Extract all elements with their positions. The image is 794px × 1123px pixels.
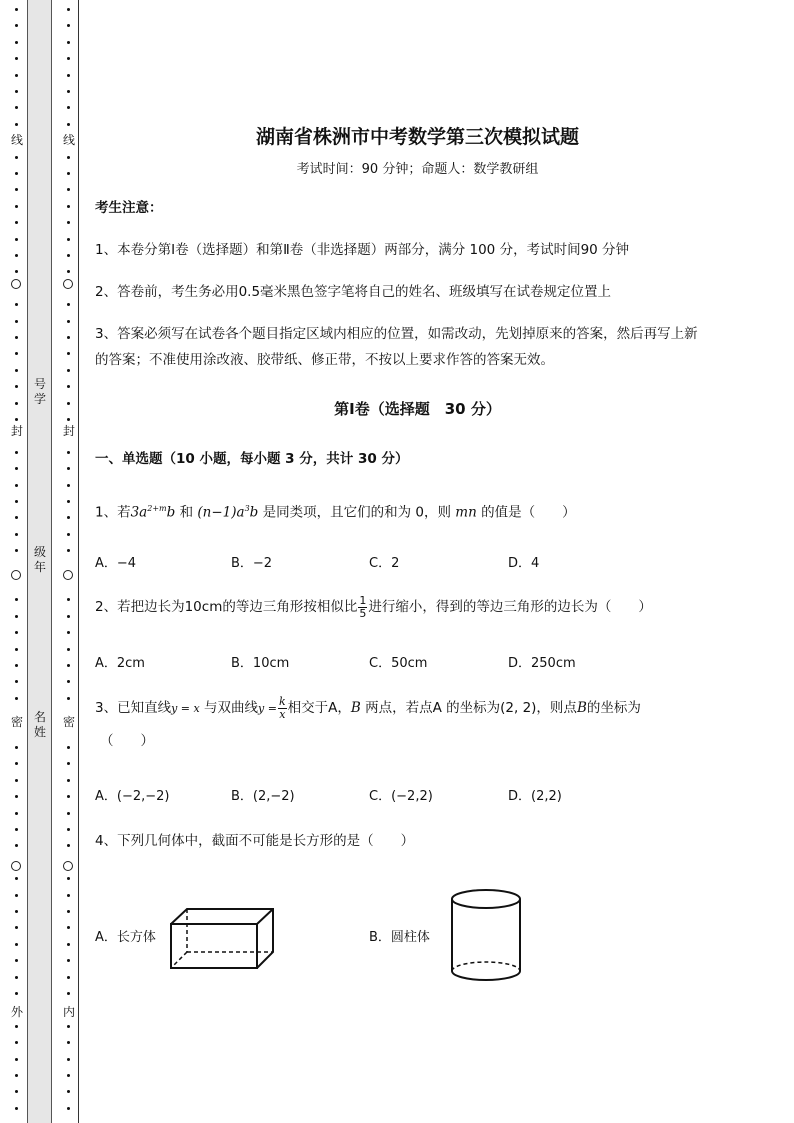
margin-char-right-3: 密	[62, 715, 75, 729]
margin-dot	[15, 926, 18, 929]
q2-text: 2、若把边长为10cm的等边三角形按相似比	[95, 599, 358, 615]
margin-char-right-4: 内	[62, 1005, 75, 1019]
margin-dot	[67, 418, 70, 421]
q2-option-b: B．10cm	[231, 656, 290, 671]
margin-dot	[67, 894, 70, 897]
q3-line-equation: y = x	[171, 702, 200, 715]
margin-circle	[11, 279, 21, 289]
margin-dot	[67, 697, 70, 700]
q2-text-end: 进行缩小，得到的等边三角形的边长为（ ）	[368, 599, 652, 615]
margin-dot	[15, 352, 18, 355]
margin-dot	[15, 516, 18, 519]
q3-option-a: A．(−2,−2)	[95, 789, 170, 804]
q1-expr-2: (n−1)a	[197, 504, 245, 521]
q1-expr-1-b: b	[166, 504, 176, 521]
q3-text-post: 相交于A，	[287, 700, 351, 716]
q2-fraction-numerator: 1	[359, 593, 367, 607]
notice-item-2: 2、答卷前，考生务必用0.5毫米黑色签字笔将自己的姓名、班级填写在试卷规定位置上	[95, 284, 612, 300]
margin-dot	[67, 1058, 70, 1061]
q3-point-b: B	[350, 700, 361, 716]
margin-dot	[67, 156, 70, 159]
q3-text-end: 的坐标为	[586, 700, 641, 716]
margin-dot	[67, 533, 70, 536]
margin-dot	[67, 1025, 70, 1028]
margin-dot	[15, 615, 18, 618]
q4-option-b: B．圆柱体	[369, 930, 430, 945]
margin-dot	[67, 57, 70, 60]
margin-dot	[15, 106, 18, 109]
question-3	[95, 695, 641, 722]
margin-dot	[67, 106, 70, 109]
q1-expr-2-exp: 3	[244, 504, 250, 513]
margin-dot	[67, 270, 70, 273]
margin-circle	[63, 861, 73, 871]
margin-circle	[63, 279, 73, 289]
margin-dot	[15, 24, 18, 27]
q1-text-and: 和	[175, 504, 198, 521]
margin-char-left-2: 封	[10, 424, 23, 438]
margin-dot	[67, 221, 70, 224]
margin-dot	[15, 943, 18, 946]
right-dotted-line	[65, 0, 73, 1123]
notice-item-1: 1、本卷分第Ⅰ卷（选择题）和第Ⅱ卷（非选择题）两部分，满分 100 分，考试时间90 分钟	[95, 242, 630, 258]
margin-dot	[67, 369, 70, 372]
margin-dot	[15, 959, 18, 962]
margin-dot	[15, 320, 18, 323]
margin-dot	[15, 746, 18, 749]
margin-dot	[67, 254, 70, 257]
margin-char-right-1: 线	[62, 133, 75, 147]
margin-dot	[67, 615, 70, 618]
margin-dot	[15, 156, 18, 159]
q3-option-c: C．(−2,2)	[369, 789, 433, 804]
margin-dot	[67, 746, 70, 749]
margin-dot	[67, 336, 70, 339]
margin-dot	[15, 221, 18, 224]
margin-dot	[15, 41, 18, 44]
margin-dot	[15, 533, 18, 536]
part-heading: 一、单选题（10 小题，每小题 3 分，共计 30 分）	[95, 451, 409, 467]
q1-option-b: B．−2	[231, 556, 273, 571]
margin-dot	[67, 664, 70, 667]
margin-dot	[67, 123, 70, 126]
q1-var: mn	[455, 504, 477, 521]
margin-dot	[67, 680, 70, 683]
margin-dot	[15, 877, 18, 880]
margin-dot	[67, 1107, 70, 1110]
margin-dot	[15, 1025, 18, 1028]
margin-dot	[15, 1041, 18, 1044]
margin-dot	[67, 500, 70, 503]
q1-expr-1: 3a	[130, 504, 148, 521]
margin-dot	[15, 812, 18, 815]
margin-dot	[15, 795, 18, 798]
cylinder-figure	[445, 885, 527, 985]
field-label-name: 名姓	[33, 710, 46, 739]
question-4: 4、下列几何体中，截面不可能是长方形的是（ ）	[95, 833, 415, 849]
margin-dot	[15, 894, 18, 897]
margin-dot	[67, 943, 70, 946]
margin-dot	[15, 467, 18, 470]
q1-expr-2-b: b	[249, 504, 259, 521]
margin-dot	[15, 57, 18, 60]
margin-dot	[67, 238, 70, 241]
margin-dot	[67, 484, 70, 487]
q2-option-a: A．2cm	[95, 656, 145, 671]
margin-dot	[67, 516, 70, 519]
margin-dot	[67, 74, 70, 77]
q2-option-d: D．250cm	[508, 656, 576, 671]
margin-dot	[67, 828, 70, 831]
exam-subtitle: 考试时间：90 分钟；命题人：数学教研组	[296, 162, 539, 177]
left-dotted-line	[13, 0, 21, 1123]
margin-dot	[15, 418, 18, 421]
margin-dot	[67, 1074, 70, 1077]
margin-dot	[15, 828, 18, 831]
margin-dot	[15, 402, 18, 405]
margin-dot	[67, 385, 70, 388]
margin-dot	[67, 402, 70, 405]
margin-dot	[15, 779, 18, 782]
q1-text-post: 是同类项，且它们的和为 0，则	[258, 504, 456, 521]
q2-fraction-denominator: 5	[359, 606, 367, 620]
margin-dot	[67, 41, 70, 44]
field-label-number: 号学	[33, 377, 46, 406]
margin-dot	[15, 910, 18, 913]
margin-dot	[67, 1090, 70, 1093]
margin-dot	[67, 631, 70, 634]
cuboid-figure	[165, 900, 277, 975]
q1-option-c: C．2	[369, 556, 400, 571]
q4-option-a: A．长方体	[95, 930, 156, 945]
margin-dot	[67, 205, 70, 208]
margin-dot	[15, 270, 18, 273]
margin-dot	[67, 188, 70, 191]
margin-dot	[15, 172, 18, 175]
margin-dot	[67, 90, 70, 93]
margin-dot	[67, 24, 70, 27]
q3-answer-paren: （ ）	[100, 733, 154, 749]
margin-dot	[67, 303, 70, 306]
margin-dot	[15, 664, 18, 667]
margin-dot	[15, 762, 18, 765]
q3-fraction	[278, 696, 287, 721]
question-2	[95, 594, 652, 621]
margin-dot	[15, 254, 18, 257]
margin-dot	[15, 90, 18, 93]
q1-expr-1-exp: 2+m	[147, 504, 167, 513]
q3-point-b-2: B	[576, 700, 587, 716]
q1-text-end: 的值是（ ）	[476, 504, 576, 521]
margin-dot	[15, 1090, 18, 1093]
q3-text: 3、已知直线	[95, 700, 172, 716]
margin-dot	[67, 8, 70, 11]
margin-dot	[67, 172, 70, 175]
q2-option-c: C．50cm	[369, 656, 428, 671]
margin-dot	[67, 992, 70, 995]
margin-dot	[15, 631, 18, 634]
binding-margin-line	[78, 0, 79, 1123]
margin-dot	[67, 959, 70, 962]
margin-dot	[15, 238, 18, 241]
margin-char-left-1: 线	[10, 133, 23, 147]
margin-dot	[67, 648, 70, 651]
q3-text-post2: 两点，若点A 的坐标为(2, 2)，则点	[360, 700, 577, 716]
margin-circle	[11, 861, 21, 871]
margin-dot	[15, 385, 18, 388]
margin-char-right-2: 封	[62, 424, 75, 438]
margin-dot	[15, 697, 18, 700]
margin-dot	[15, 992, 18, 995]
margin-dot	[67, 844, 70, 847]
margin-dot	[67, 451, 70, 454]
margin-dot	[15, 303, 18, 306]
margin-dot	[67, 877, 70, 880]
margin-dot	[15, 336, 18, 339]
q1-option-d: D．4	[508, 556, 540, 571]
margin-dot	[67, 795, 70, 798]
margin-dot	[67, 598, 70, 601]
q3-option-d: D．(2,2)	[508, 789, 562, 804]
margin-circle	[63, 570, 73, 580]
margin-dot	[15, 1074, 18, 1077]
q1-text: 1、若	[95, 504, 131, 521]
exam-title: 湖南省株洲市中考数学第三次模拟试题	[255, 126, 579, 148]
margin-dot	[15, 844, 18, 847]
margin-dot	[67, 467, 70, 470]
q3-fraction-denominator: x	[279, 707, 286, 721]
margin-char-left-3: 密	[10, 715, 23, 729]
notice-item-3: 3、答案必须写在试卷各个题目指定区域内相应的位置，如需改动，先划掉原来的答案，然后再写上新	[95, 326, 698, 342]
margin-dot	[15, 680, 18, 683]
q3-fraction-numerator: k	[278, 694, 286, 708]
margin-dot	[15, 1107, 18, 1110]
margin-dot	[15, 1058, 18, 1061]
margin-circle	[11, 570, 21, 580]
margin-dot	[15, 74, 18, 77]
margin-dot	[67, 910, 70, 913]
margin-dot	[15, 484, 18, 487]
q2-fraction	[358, 595, 367, 620]
notice-heading: 考生注意：	[95, 200, 163, 216]
margin-char-left-4: 外	[10, 1005, 23, 1019]
margin-dot	[15, 451, 18, 454]
question-1	[95, 495, 576, 527]
margin-dot	[15, 369, 18, 372]
margin-dot	[67, 352, 70, 355]
margin-dot	[15, 188, 18, 191]
margin-dot	[15, 976, 18, 979]
margin-dot	[67, 1041, 70, 1044]
notice-item-3-cont: 的答案；不准使用涂改液、胶带纸、修正带，不按以上要求作答的答案无效。	[95, 352, 554, 368]
margin-dot	[67, 812, 70, 815]
margin-dot	[67, 549, 70, 552]
field-label-class: 级年	[33, 545, 46, 574]
margin-dot	[15, 8, 18, 11]
margin-dot	[67, 762, 70, 765]
margin-dot	[67, 320, 70, 323]
q3-text-mid: 与双曲线	[199, 700, 259, 716]
margin-dot	[67, 976, 70, 979]
margin-dot	[67, 926, 70, 929]
margin-dot	[15, 205, 18, 208]
margin-dot	[15, 549, 18, 552]
margin-dot	[15, 123, 18, 126]
margin-dot	[67, 779, 70, 782]
q3-hyperbola-lhs: y =	[258, 702, 277, 715]
q1-option-a: A．−4	[95, 556, 137, 571]
q3-option-b: B．(2,−2)	[231, 789, 295, 804]
margin-dot	[15, 648, 18, 651]
section-title: 第Ⅰ卷（选择题 30 分）	[334, 400, 501, 418]
margin-dot	[15, 598, 18, 601]
margin-dot	[15, 500, 18, 503]
